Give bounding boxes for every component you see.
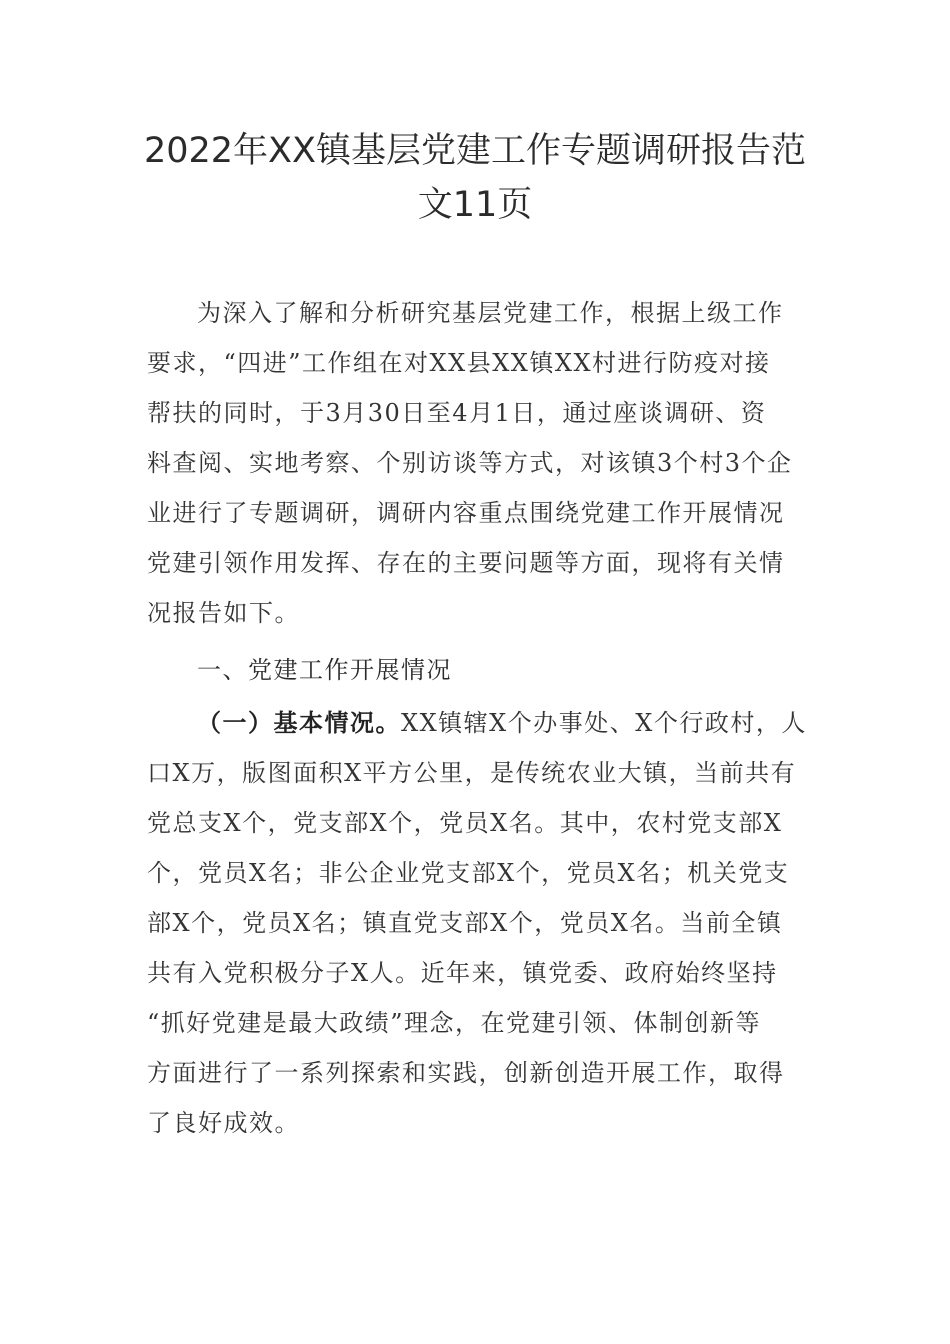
paragraph-line: “抓好党建是最大政绩”理念，在党建引领、体制创新等 [147, 1009, 762, 1037]
paragraph-line: 部X个，党员X名；镇直党支部X个，党员X名。当前全镇 [147, 909, 783, 937]
paragraph-line: 个，党员X名；非公企业党支部X个，党员X名；机关党支 [147, 859, 790, 887]
paragraph-line: 口X万，版图面积X平方公里，是传统农业大镇，当前共有 [147, 759, 797, 787]
paragraph-line: 要求，“四进”工作组在对XX县XX镇XX村进行防疫对接 [147, 349, 771, 377]
paragraph-line: 为深入了解和分析研究基层党建工作，根据上级工作 [197, 299, 784, 327]
basic-situation-paragraph [147, 698, 807, 1148]
paragraph-line-text: XX镇辖X个办事处、X个行政村，人 [401, 709, 807, 737]
paragraph-line: 业进行了专题调研，调研内容重点围绕党建工作开展情况 [147, 499, 785, 527]
title-line: 2022年XX镇基层党建工作专题调研报告范 [143, 131, 807, 171]
title-line: 文11页 [417, 185, 533, 225]
paragraph-line: 帮扶的同时，于3月30日至4月1日，通过座谈调研、资 [147, 399, 767, 427]
section-heading [147, 645, 807, 695]
paragraph-line: 党总支X个，党支部X个，党员X名。其中，农村党支部X [147, 809, 783, 837]
paragraph-line: 方面进行了一系列探索和实践，创新创造开展工作，取得 [147, 1059, 785, 1087]
paragraph-line: 料查阅、实地考察、个别访谈等方式，对该镇3个村3个企 [147, 449, 793, 477]
subsection-heading: （一）基本情况。 [197, 709, 401, 737]
document-title [120, 124, 830, 232]
paragraph-line [147, 698, 807, 748]
paragraph-line: 党建引领作用发挥、存在的主要问题等方面，现将有关情 [147, 549, 785, 577]
paragraph-line: 了良好成效。 [147, 1109, 300, 1137]
section-heading-text: 一、党建工作开展情况 [197, 656, 452, 684]
paragraph-line: 共有入党积极分子X人。近年来，镇党委、政府始终坚持 [147, 959, 778, 987]
paragraph-line: 况报告如下。 [147, 599, 300, 627]
intro-paragraph [147, 288, 807, 638]
